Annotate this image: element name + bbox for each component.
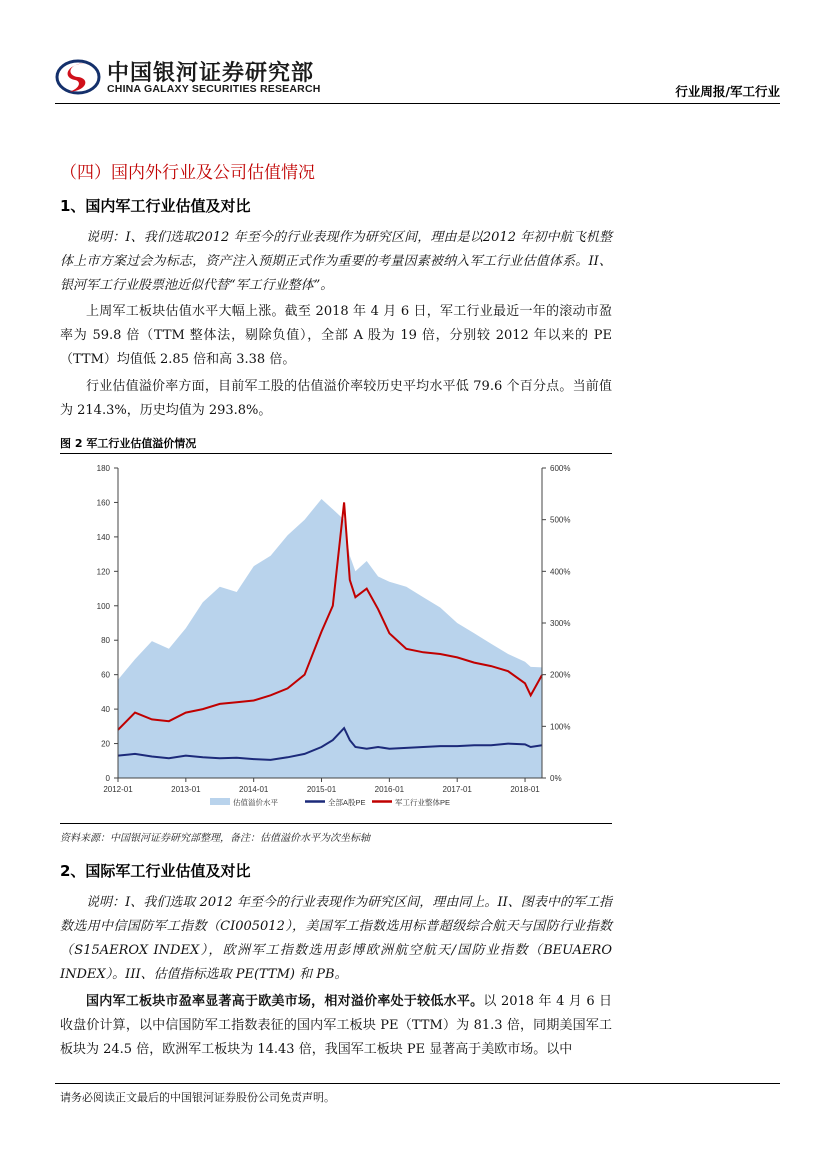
y-tick-label: 120 (96, 567, 110, 577)
legend-label: 军工行业整体PE (395, 798, 451, 807)
domestic-premium-paragraph: 行业估值溢价率方面，目前军工股的估值溢价率较历史平均水平低 79.6 个百分点。当前值为 214.3%，历史均值为 293.8%。 (60, 379, 612, 418)
y-tick-label: 60 (101, 670, 110, 680)
y-tick-label: 160 (96, 498, 110, 508)
logo-english-text: CHINA GALAXY SECURITIES RESEARCH (107, 83, 321, 95)
section-title: （四）国内外行业及公司估值情况 (60, 163, 315, 183)
domestic-note-paragraph: 说明：I、我们选取2012 年至今的行业表现作为研究区间，理由是以2012 年初中航飞机整体上市方案过会为标志，资产注入预期正式作为重要的考量因素被纳入军工行业估值体系。II、银河军工行业股票池近似代替“军工行业整体”。 (60, 230, 612, 293)
y2-tick-label: 400% (550, 567, 571, 577)
international-body-text: 以 2018 年 4 月 6 日收盘价计算，以中信国防军工指数表征的国内军工板块 PE（TTM）为 81.3 倍，同期美国军工板块为 24.5 倍，欧洲军工板块为 14.43 倍，我国军工板块 PE 显著高于美欧市场。以中 (60, 994, 612, 1057)
legend-label: 全部A股PE (328, 798, 366, 807)
y2-tick-label: 300% (550, 619, 571, 628)
international-note-paragraph: 说明：I、我们选取 2012 年至今的行业表现作为研究区间，理由同上。II、图表中的军工指数选用中信国防军工指数（CI005012），美国军工指数选用标普超级综合航天与国防行业指数（S15AEROX INDEX），欧洲军工指数选用彭博欧洲航空航天/国防业指数（BEUAERO INDEX）。III、估值指标选取 PE(TTM) 和 PB。 (60, 895, 612, 982)
x-tick-label: 2012-01 (103, 785, 133, 794)
chart-svg (60, 456, 612, 820)
y-tick-label: 80 (101, 636, 110, 646)
subsection-title-international: 2、国际军工行业估值及对比 (60, 862, 251, 880)
y-tick-label: 100 (96, 601, 110, 611)
x-tick-label: 2014-01 (239, 785, 269, 794)
y2-tick-label: 0% (550, 774, 562, 783)
subsection-title-domestic: 1、国内军工行业估值及对比 (60, 197, 251, 215)
x-tick-label: 2015-01 (306, 785, 337, 794)
y-tick-label: 20 (101, 739, 110, 749)
series-area-premium (118, 499, 542, 778)
domestic-pe-paragraph: 上周军工板块估值水平大幅上涨。截至 2018 年 4 月 6 日，军工行业最近一年的滚动市盈率为 59.8 倍（TTM 整体法，剔除负值），全部 A 股为 19 倍，分别较 2012 年以来的 PE（TTM）均值低 2.85 倍和高 3.38 倍。 (60, 304, 612, 367)
galaxy-logo-icon (55, 54, 101, 100)
legend-label: 估值溢价水平 (233, 798, 278, 807)
figure-source-note: 资料来源：中国银河证券研究部整理，备注：估值溢价水平为次坐标轴 (60, 833, 370, 844)
y2-tick-label: 600% (550, 464, 571, 473)
figure-top-rule (60, 453, 612, 454)
figure-bottom-rule (60, 823, 612, 824)
page-header (55, 52, 780, 104)
figure-title: 图 2 军工行业估值溢价情况 (60, 437, 197, 450)
y2-tick-label: 200% (550, 670, 571, 680)
report-type-label: 行业周报/军工行业 (675, 84, 780, 99)
logo-chinese-text: 中国银河证券研究部 (107, 61, 315, 86)
y2-tick-label: 100% (550, 722, 571, 732)
international-lead-sentence: 国内军工板块市盈率显著高于欧美市场，相对溢价率处于较低水平。 (86, 994, 484, 1009)
x-tick-label: 2013-01 (171, 785, 201, 794)
y-tick-label: 0 (105, 774, 110, 783)
x-tick-label: 2018-01 (510, 785, 540, 794)
x-tick-label: 2016-01 (374, 785, 405, 794)
y-tick-label: 40 (101, 705, 110, 715)
y-tick-label: 180 (96, 464, 110, 473)
header-divider (55, 103, 780, 104)
footer-divider (55, 1083, 780, 1084)
y2-tick-label: 500% (550, 515, 571, 525)
international-pe-paragraph (60, 990, 612, 1062)
valuation-premium-chart (60, 456, 612, 820)
footer-disclaimer: 请务必阅读正文最后的中国银河证券股份公司免责声明。 (60, 1091, 335, 1104)
legend-swatch-area (210, 798, 230, 805)
x-tick-label: 2017-01 (442, 785, 472, 794)
y-tick-label: 140 (96, 532, 110, 542)
